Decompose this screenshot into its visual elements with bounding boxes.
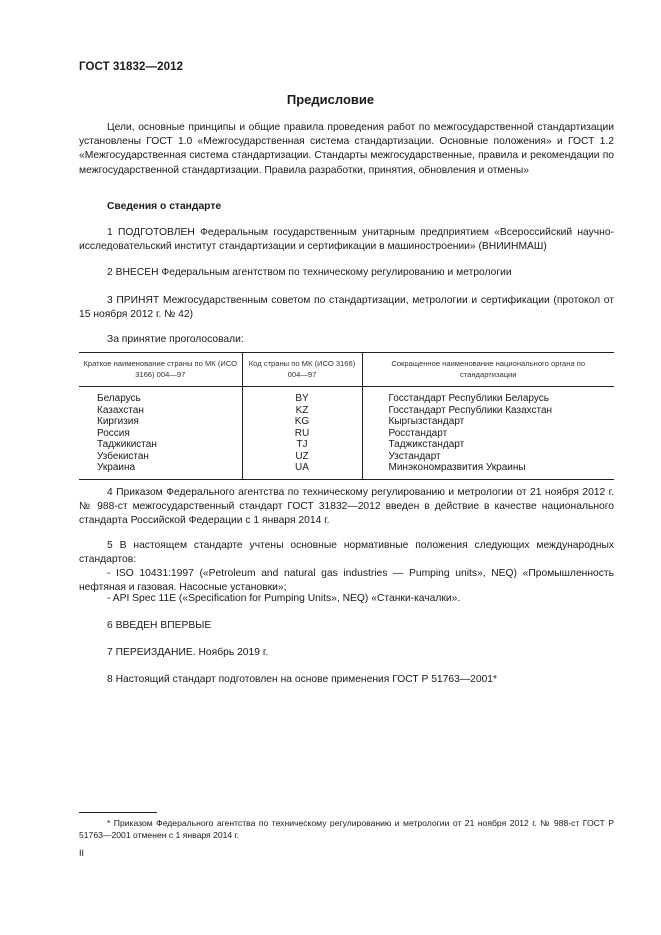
country-cell: Беларусь [97, 393, 141, 404]
table-row [79, 462, 614, 479]
country-cell: Украина [79, 462, 242, 479]
table-row [79, 451, 614, 463]
item-5-api-paragraph: - API Spec 11E («Specification for Pumping Units», NEQ) «Станки-качалки». [107, 593, 461, 604]
table-header-row [79, 353, 614, 387]
table-row [79, 428, 614, 440]
country-cell: Казахстан [97, 404, 144, 416]
table-row [79, 387, 614, 405]
document-header: ГОСТ 31832—2012 [79, 61, 184, 73]
body-cell: Таджикстандарт [362, 439, 614, 451]
body-cell: Росстандарт [362, 428, 614, 440]
footnote: * Приказом Федерального агентства по техническому регулированию и метрологии от 21 ноября 2012 г. № 988-ст ГОСТ Р 51763—2001 отменен с 1 января 2014 г. [79, 818, 614, 840]
voting-countries-table [79, 352, 614, 480]
item-7-paragraph: 7 ПЕРЕИЗДАНИЕ. Ноябрь 2019 г. [107, 647, 269, 658]
body-cell: Кыргызстандарт [362, 416, 614, 428]
footnote-rule [79, 812, 157, 813]
table-row [79, 416, 614, 428]
code-cell: UA [242, 462, 362, 479]
country-cell: Узбекистан [97, 450, 149, 462]
item-5-iso-paragraph: - ISO 10431:1997 («Petroleum and natural gas industries — Pumping units», NEQ) «Промышленность нефтяная и газовая. Насосные установки»; [79, 568, 614, 594]
code-cell: RU [242, 428, 362, 440]
voted-label: За принятие проголосовали: [107, 334, 244, 345]
item-3-paragraph: 3 ПРИНЯТ Межгосударственным советом по стандартизации, метрологии и сертификации (протокол от 15 ноября 2012 г. № 42) [79, 295, 614, 321]
code-cell: UZ [242, 451, 362, 463]
body-cell: Узстандарт [362, 451, 614, 463]
column-header-code: Код страны по МК (ИСО 3166) 004—97 [242, 353, 362, 387]
country-cell: Киргизия [97, 416, 139, 427]
table-row [79, 405, 614, 417]
table-row [79, 439, 614, 451]
item-2-paragraph: 2 ВНЕСЕН Федеральным агентством по техническому регулированию и метрологии [107, 267, 512, 278]
body-cell: Госстандарт Республики Беларусь [362, 387, 614, 405]
country-cell: Таджикистан [97, 439, 157, 450]
body-cell: Минэкономразвития Украины [362, 462, 614, 479]
body-cell: Госстандарт Республики Казахстан [362, 405, 614, 417]
section-heading: Сведения о стандарте [107, 201, 222, 212]
column-header-country: Краткое наименование страны по МК (ИСО 3166) 004—97 [79, 353, 242, 387]
item-6-paragraph: 6 ВВЕДЕН ВПЕРВЫЕ [107, 620, 212, 631]
country-cell: Россия [97, 427, 130, 439]
item-1-paragraph: 1 ПОДГОТОВЛЕН Федеральным государственным унитарным предприятием «Всероссийский научно-исследовательский институт стандартизации и сертификации в машиностроении» (ВНИИНМАШ) [79, 227, 614, 253]
item-8-paragraph: 8 Настоящий стандарт подготовлен на основе применения ГОСТ Р 51763—2001* [107, 674, 498, 685]
page-title: Предисловие [286, 92, 375, 107]
column-header-body: Сокращенное наименование национального органа по стандартизации [362, 353, 614, 387]
code-cell: KG [242, 416, 362, 428]
code-cell: TJ [242, 439, 362, 451]
code-cell: BY [242, 387, 362, 405]
intro-paragraph: Цели, основные принципы и общие правила проведения работ по межгосударственной стандартизации установлены ГОСТ 1.0 «Межгосударственная система стандартизации. Основные положения» и ГОСТ 1.2 «Межгосударственная система стандартизации. Стандарты межгосударственные, правила и рекомендации по межгосударственной стандартизации. Правила разработки, принятия, обновления и отмены» [79, 122, 614, 176]
item-5-lead-paragraph: 5 В настоящем стандарте учтены основные нормативные положения следующих международных стандартов: [79, 540, 614, 566]
item-4-paragraph: 4 Приказом Федерального агентства по техническому регулированию и метрологии от 21 ноября 2012 г. № 988-ст межгосударственный стандарт ГОСТ 31832—2012 введен в действие в качестве национального стандарта Российской Федерации с 1 января 2014 г. [79, 487, 614, 527]
page-number: II [79, 848, 85, 858]
code-cell: KZ [242, 405, 362, 417]
